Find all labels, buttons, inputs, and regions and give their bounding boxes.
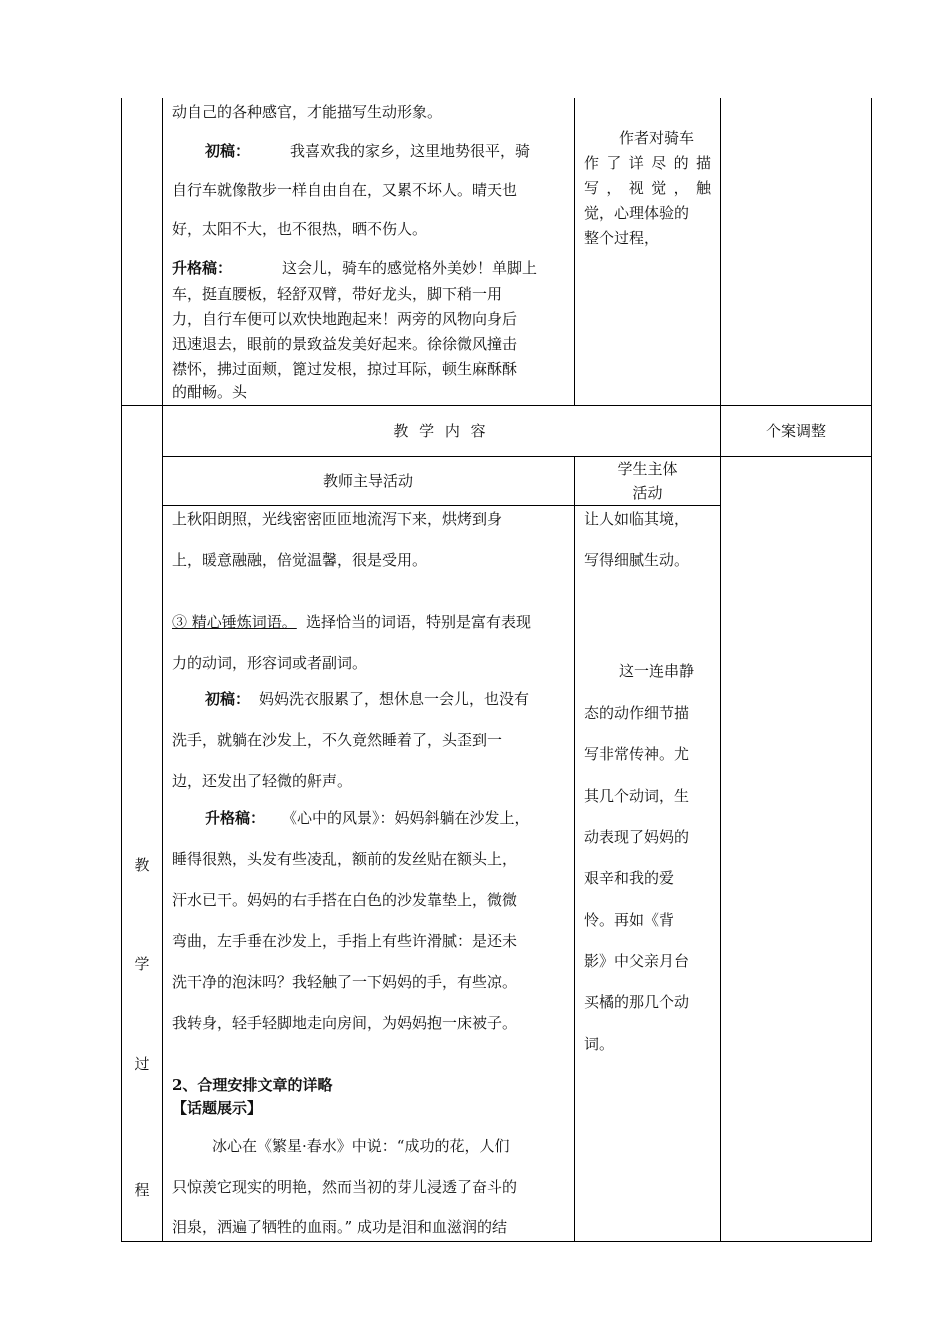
student-note-line: 动表现了妈妈的 <box>584 828 690 846</box>
student-note-line: 买橘的那几个动 <box>584 993 690 1011</box>
teacher-activity-title: 教师主导活动 <box>322 472 413 490</box>
side-note-line: 作者对骑车 <box>619 129 695 147</box>
left-label-char: 程 <box>134 1181 150 1199</box>
content-title: 教 学 内 容 <box>393 422 489 440</box>
draft2-line: 洗手，就躺在沙发上，不久竟然睡着了，头歪到一 <box>172 731 503 749</box>
upgrade1-line: 车，挺直腰板，轻舒双臂，带好龙头，脚下稍一用 <box>172 285 503 303</box>
upgrade1-first-line: 这会儿，骑车的感觉格外美妙！单脚上 <box>282 259 538 277</box>
main-line: 上秋阳朗照，光线密密匝匝地流泻下来，烘烤到身 <box>172 510 503 528</box>
side-note-line: 整个过程， <box>584 229 660 247</box>
draft2-line: 边，还发出了轻微的鼾声。 <box>172 772 353 790</box>
student-activity-title-line2: 活动 <box>632 484 663 502</box>
draft1-label: 初稿： <box>205 142 251 160</box>
table-border-bottom <box>121 1241 872 1242</box>
student-note-line: 词。 <box>584 1035 615 1053</box>
adjust-title: 个案调整 <box>765 422 826 440</box>
left-label-char: 教 <box>134 856 150 874</box>
upgrade1-label: 升格稿： <box>172 259 233 277</box>
student-note-line: 怜。再如《背 <box>584 911 675 929</box>
table-rule-subheader-end <box>162 505 721 506</box>
table-rule-header-end <box>162 456 872 457</box>
student-note-line: 这一连串静 <box>619 662 695 680</box>
table-divider-adjust <box>720 98 721 1242</box>
upgrade2-line: 弯曲，左手垂在沙发上，手指上有些许滑腻：是还未 <box>172 932 518 950</box>
table-rule-top-section-end <box>121 405 872 406</box>
upgrade1-line: 力，自行车便可以欢快地跑起来！两旁的风物向身后 <box>172 310 518 328</box>
draft1-line: 自行车就像散步一样自由自在，又累不坏人。晴天也 <box>172 181 518 199</box>
table-divider-main-student <box>574 98 575 406</box>
side-note-line: 觉，心理体验的 <box>584 204 690 222</box>
quote-line: 冰心在《繁星·春水》中说：“成功的花，人们 <box>212 1137 510 1155</box>
student-note-line: 写得细腻生动。 <box>584 551 690 569</box>
student-note-line: 写非常传神。尤 <box>584 745 690 763</box>
student-note-line: 影》中父亲月台 <box>584 952 690 970</box>
tip3-heading: ③ 精心锤炼词语。 <box>172 613 297 631</box>
tip3-line2: 力的动词，形容词或者副词。 <box>172 654 368 672</box>
table-border-right <box>871 98 872 1242</box>
quote-line: 只惊羡它现实的明艳，然而当初的芽儿浸透了奋斗的 <box>172 1178 518 1196</box>
main-line: 上，暖意融融，倍觉温馨，很是受用。 <box>172 551 428 569</box>
tip3-rest: 选择恰当的词语，特别是富有表现 <box>306 613 532 631</box>
side-note-line: 作了详尽的描 <box>584 154 711 172</box>
left-label-char: 过 <box>134 1055 150 1073</box>
student-note-line: 艰辛和我的爱 <box>584 869 675 887</box>
section2-title: 2、合理安排文章的详略 <box>172 1076 333 1094</box>
upgrade2-line: 睡得很熟，头发有些凌乱，额前的发丝贴在额头上， <box>172 850 518 868</box>
upgrade1-line: 的酣畅。头 <box>172 383 248 401</box>
draft2-first-line: 妈妈洗衣服累了，想休息一会儿，也没有 <box>259 690 530 708</box>
topic-label: 【话题展示】 <box>172 1099 263 1117</box>
student-activity-title: 学生主体 <box>617 460 678 478</box>
draft1-first-line: 我喜欢我的家乡，这里地势很平，骑 <box>290 142 531 160</box>
upgrade2-label: 升格稿： <box>205 809 266 827</box>
draft1-line: 好，太阳不大，也不很热，晒不伤人。 <box>172 220 428 238</box>
upgrade2-line: 汗水已干。妈妈的右手搭在白色的沙发靠垫上，微微 <box>172 891 518 909</box>
upgrade2-line: 洗干净的泡沫吗？我轻触了一下妈妈的手，有些凉。 <box>172 973 518 991</box>
upgrade2-first-line: 《心中的风景》：妈妈斜躺在沙发上， <box>282 809 530 827</box>
side-note-line: 写，视觉，触 <box>584 179 711 197</box>
quote-line: 泪泉，洒遍了牺牲的血雨。” 成功是泪和血滋润的结 <box>172 1218 507 1236</box>
upgrade1-line: 襟怀，拂过面颊，篦过发根，掠过耳际，顿生麻酥酥 <box>172 360 518 378</box>
table-divider-main-student-lower <box>574 456 575 1242</box>
student-note-line: 态的动作细节描 <box>584 704 690 722</box>
upgrade2-line: 我转身，轻手轻脚地走向房间，为妈妈抱一床被子。 <box>172 1014 518 1032</box>
table-divider-main-left <box>162 98 163 1242</box>
draft2-label: 初稿： <box>205 690 251 708</box>
student-note-line: 其几个动词，生 <box>584 787 690 805</box>
student-note-line: 让人如临其境， <box>584 510 690 528</box>
upgrade1-line: 迅速退去，眼前的景致益发美好起来。徐徐微风撞击 <box>172 335 518 353</box>
left-label-char: 学 <box>134 955 150 973</box>
top-text-line: 动自己的各种感官，才能描写生动形象。 <box>172 103 443 121</box>
